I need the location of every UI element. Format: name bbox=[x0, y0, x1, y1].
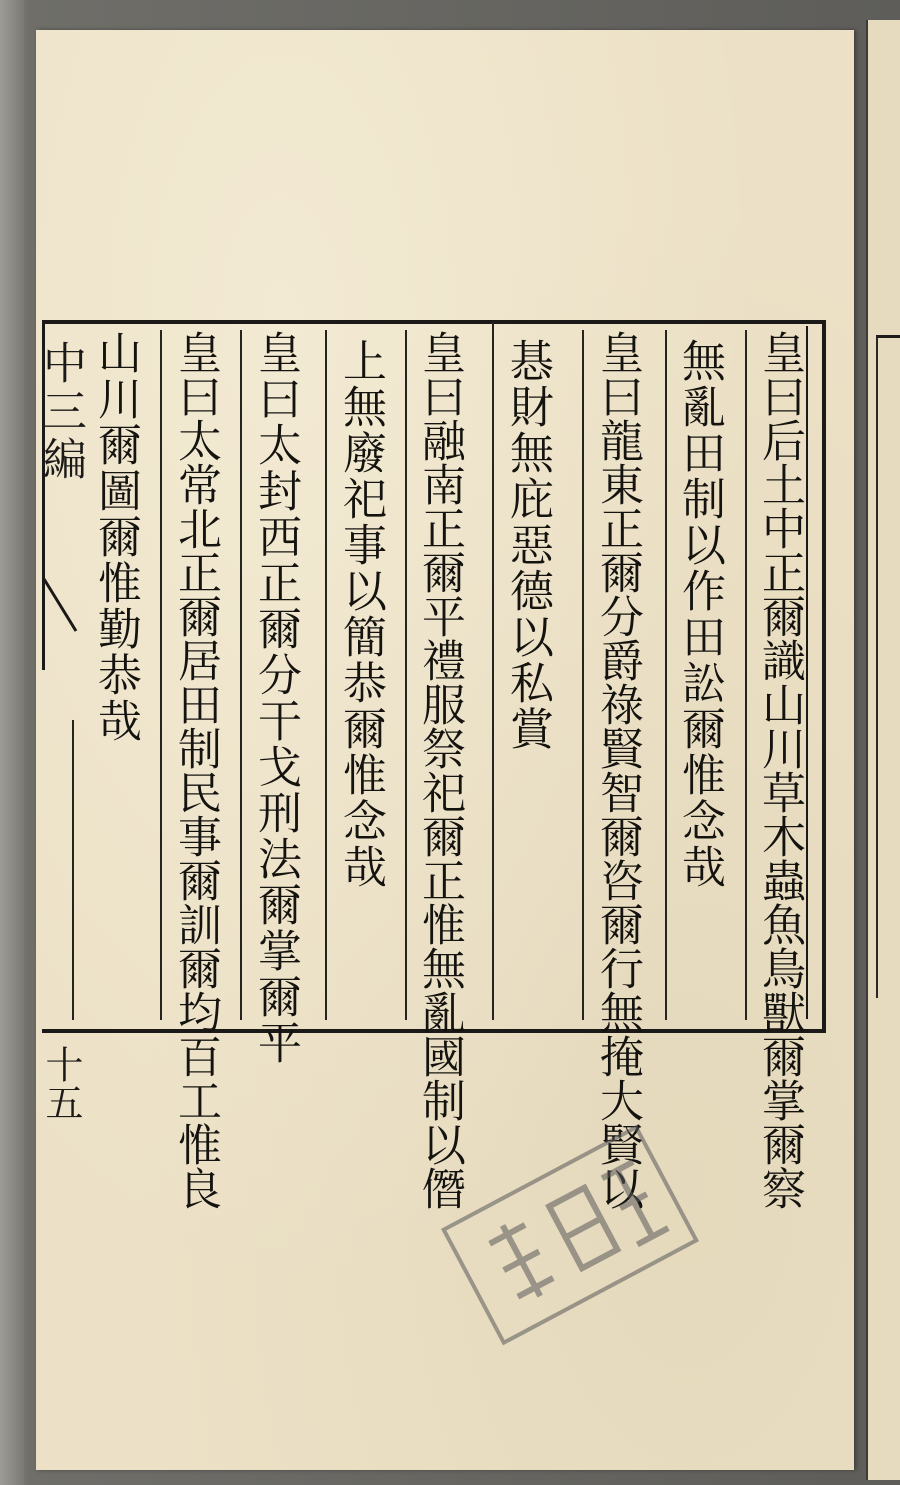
book-spine bbox=[0, 0, 24, 1485]
column-rule bbox=[745, 330, 747, 1020]
text-column-9: 山川爾圖爾惟勤恭哉 bbox=[90, 330, 141, 744]
column-rule bbox=[405, 330, 407, 1020]
column-rule bbox=[325, 330, 327, 1020]
banxin-page-number: 十五 bbox=[39, 1045, 83, 1121]
text-column-8: 皇曰太常北正爾居田制民事爾訓爾均百工惟良 bbox=[170, 330, 221, 1210]
text-column-6: 上無廢祀事以簡恭爾惟念哉 bbox=[335, 338, 386, 890]
text-column-2: 無亂田制以作田訟爾惟念哉 bbox=[674, 338, 725, 890]
banxin-fish-tail-mark bbox=[40, 575, 80, 635]
column-rule bbox=[160, 330, 162, 1020]
column-rule bbox=[72, 720, 74, 1020]
text-column-3: 皇曰龍東正爾分爵祿賢智爾咨爾行無掩大賢以 bbox=[592, 330, 643, 1210]
column-rule bbox=[492, 322, 494, 1020]
text-column-5: 皇曰融南正爾平禮服祭祀爾正惟無亂國制以僭 bbox=[414, 330, 465, 1210]
next-page-frame bbox=[876, 335, 900, 998]
column-rule bbox=[240, 330, 242, 1020]
frame-right-rule bbox=[806, 326, 808, 1019]
next-page-edge bbox=[866, 20, 900, 1480]
column-rule bbox=[582, 330, 584, 1020]
banxin-title: 中三編 bbox=[35, 340, 86, 484]
column-rule bbox=[665, 330, 667, 1020]
text-column-7: 皇曰太封西正爾分干戈刑法爾掌爾平 bbox=[250, 330, 301, 1066]
text-column-4: 惎財無庇惡德以私賞 bbox=[502, 338, 553, 752]
text-column-1: 皇曰后土中正爾識山川草木蟲魚鳥獸爾掌爾察 bbox=[754, 330, 805, 1210]
